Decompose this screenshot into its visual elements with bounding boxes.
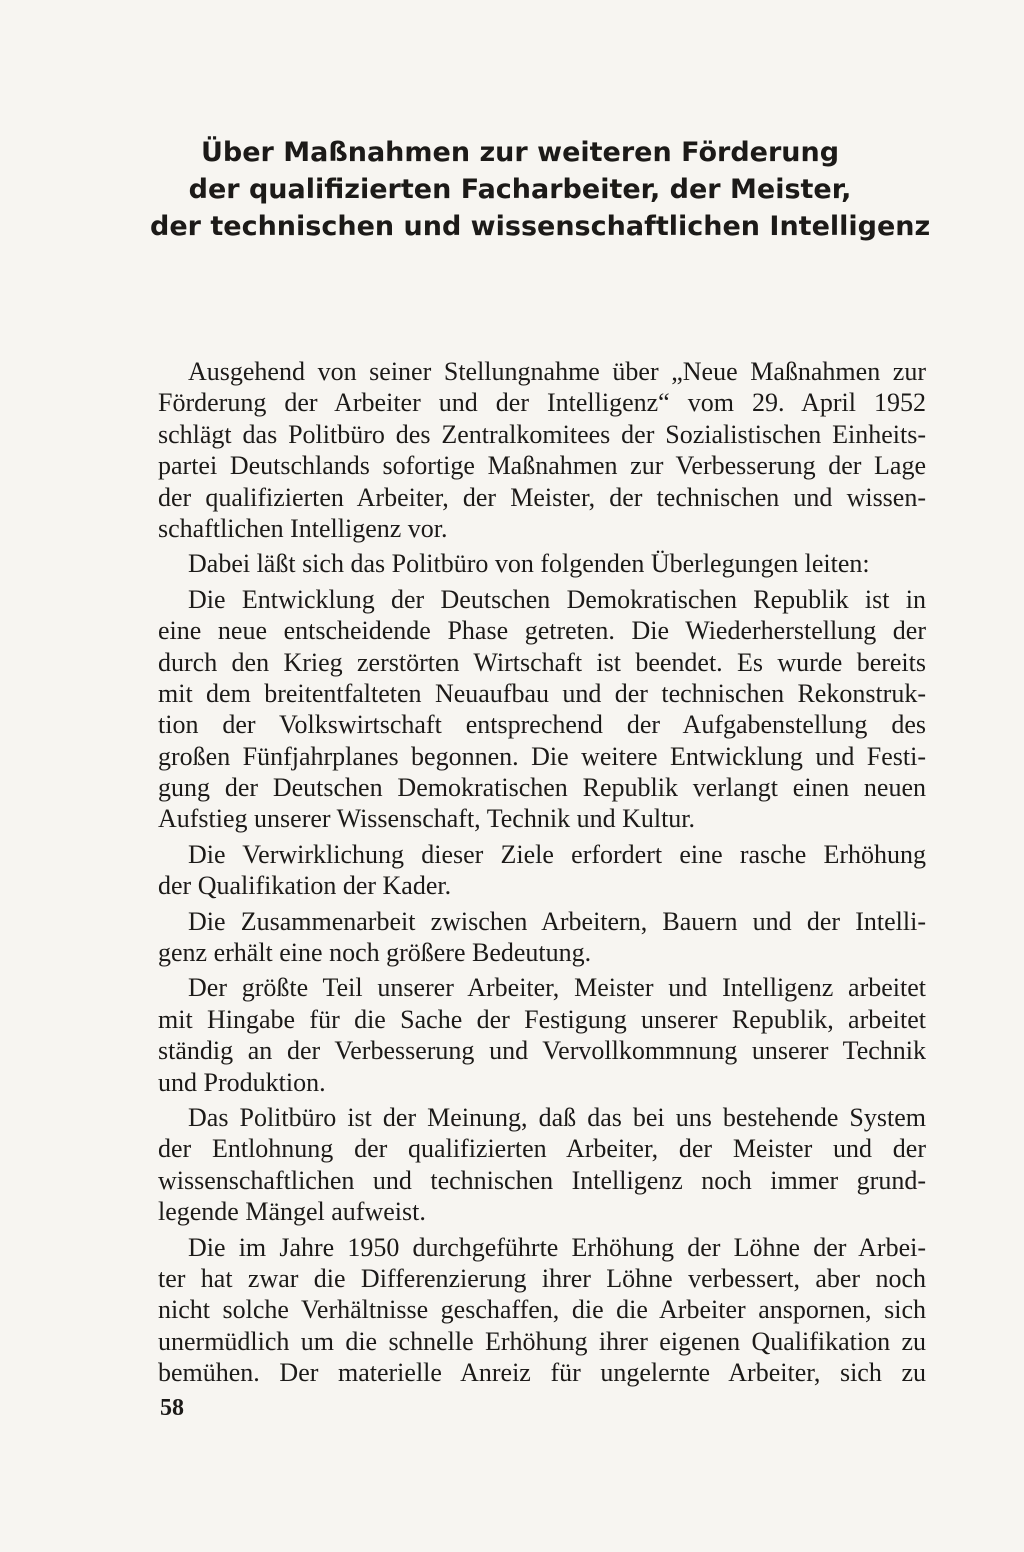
text-line: Die Verwirklichung dieser Ziele erfordert eine rasche Erhöhung [188, 839, 926, 869]
body-text [158, 356, 926, 1393]
text-line: mit Hingabe für die Sache der Festigung unserer Republik, arbeitet [158, 1004, 926, 1034]
text-line: eine neue entscheidende Phase getreten. Die Wiederherstellung der [158, 616, 926, 646]
text-line: der qualifizierten Arbeiter, der Meister, der technischen und wissen- [158, 482, 926, 512]
text-line: mit dem breitentfalteten Neuaufbau und der technischen Rekonstruk- [158, 678, 926, 708]
text-line: genz erhält eine noch größere Bedeutung. [158, 938, 592, 968]
text-line: legende Mängel aufweist. [158, 1197, 426, 1227]
text-line: schaftlichen Intelligenz vor. [158, 513, 448, 543]
page-number: 58 [160, 1395, 184, 1421]
title-line: der qualifizierten Facharbeiter, der Meister, [188, 174, 852, 205]
text-line: partei Deutschlands sofortige Maßnahmen zur Verbesserung der Lage [158, 451, 926, 481]
text-line: unermüdlich um die schnelle Erhöhung ihrer eigenen Qualifikation zu [158, 1326, 926, 1356]
text-line: nicht solche Verhältnisse geschaffen, die die Arbeiter anspornen, sich [158, 1295, 926, 1325]
text-line: schlägt das Politbüro des Zentralkomitees der Sozialistischen Einheits- [158, 419, 926, 449]
text-line: Das Politbüro ist der Meinung, daß das bei uns bestehende System [188, 1102, 926, 1132]
text-line: durch den Krieg zerstörten Wirtschaft ist beendet. Es wurde bereits [158, 647, 926, 677]
paragraph [158, 1102, 926, 1228]
text-line: der Entlohnung der qualifizierten Arbeiter, der Meister und der [158, 1134, 926, 1164]
text-line: ter hat zwar die Differenzierung ihrer Löhne verbessert, aber noch [158, 1263, 926, 1293]
title-line: Über Maßnahmen zur weiteren Förderung [200, 137, 840, 168]
title-line: der technischen und wissenschaftlichen Intelligenz [150, 211, 931, 242]
text-line: Die im Jahre 1950 durchgeführte Erhöhung der Löhne der Arbei- [188, 1232, 926, 1262]
text-line: bemühen. Der materielle Anreiz für ungelernte Arbeiter, sich zu [158, 1358, 926, 1388]
text-line: der Qualifikation der Kader. [158, 871, 452, 901]
text-line: tion der Volkswirtschaft entsprechend der Aufgabenstellung des [158, 710, 926, 740]
text-line: Ausgehend von seiner Stellungnahme über „Neue Maßnahmen zur [188, 357, 926, 386]
paragraph [158, 906, 926, 969]
text-line: und Produktion. [158, 1067, 326, 1097]
text-line: ständig an der Verbesserung und Vervollkommnung unserer Technik [158, 1036, 926, 1066]
paragraph [158, 356, 926, 544]
paragraph [158, 548, 926, 579]
text-line: Dabei läßt sich das Politbüro von folgenden Überlegungen leiten: [188, 549, 870, 579]
text-line: Förderung der Arbeiter und der Intelligenz“ vom 29. April 1952 [158, 388, 926, 418]
text-line: Die Entwicklung der Deutschen Demokratischen Republik ist in [188, 584, 926, 614]
paragraph [158, 839, 926, 902]
document-title [150, 134, 931, 245]
text-line: Der größte Teil unserer Arbeiter, Meister und Intelligenz arbeitet [188, 973, 926, 1003]
text-line: gung der Deutschen Demokratischen Republik verlangt einen neuen [158, 773, 926, 803]
text-line: großen Fünfjahrplanes begonnen. Die weitere Entwicklung und Festi- [158, 741, 926, 771]
text-line: Aufstieg unserer Wissenschaft, Technik und Kultur. [158, 804, 696, 834]
text-line: Die Zusammenarbeit zwischen Arbeitern, Bauern und der Intelli- [188, 906, 926, 936]
paragraph [158, 1232, 926, 1389]
paragraph [158, 584, 926, 835]
text-line: wissenschaftlichen und technischen Intelligenz noch immer grund- [158, 1165, 926, 1195]
paragraph [158, 972, 926, 1098]
